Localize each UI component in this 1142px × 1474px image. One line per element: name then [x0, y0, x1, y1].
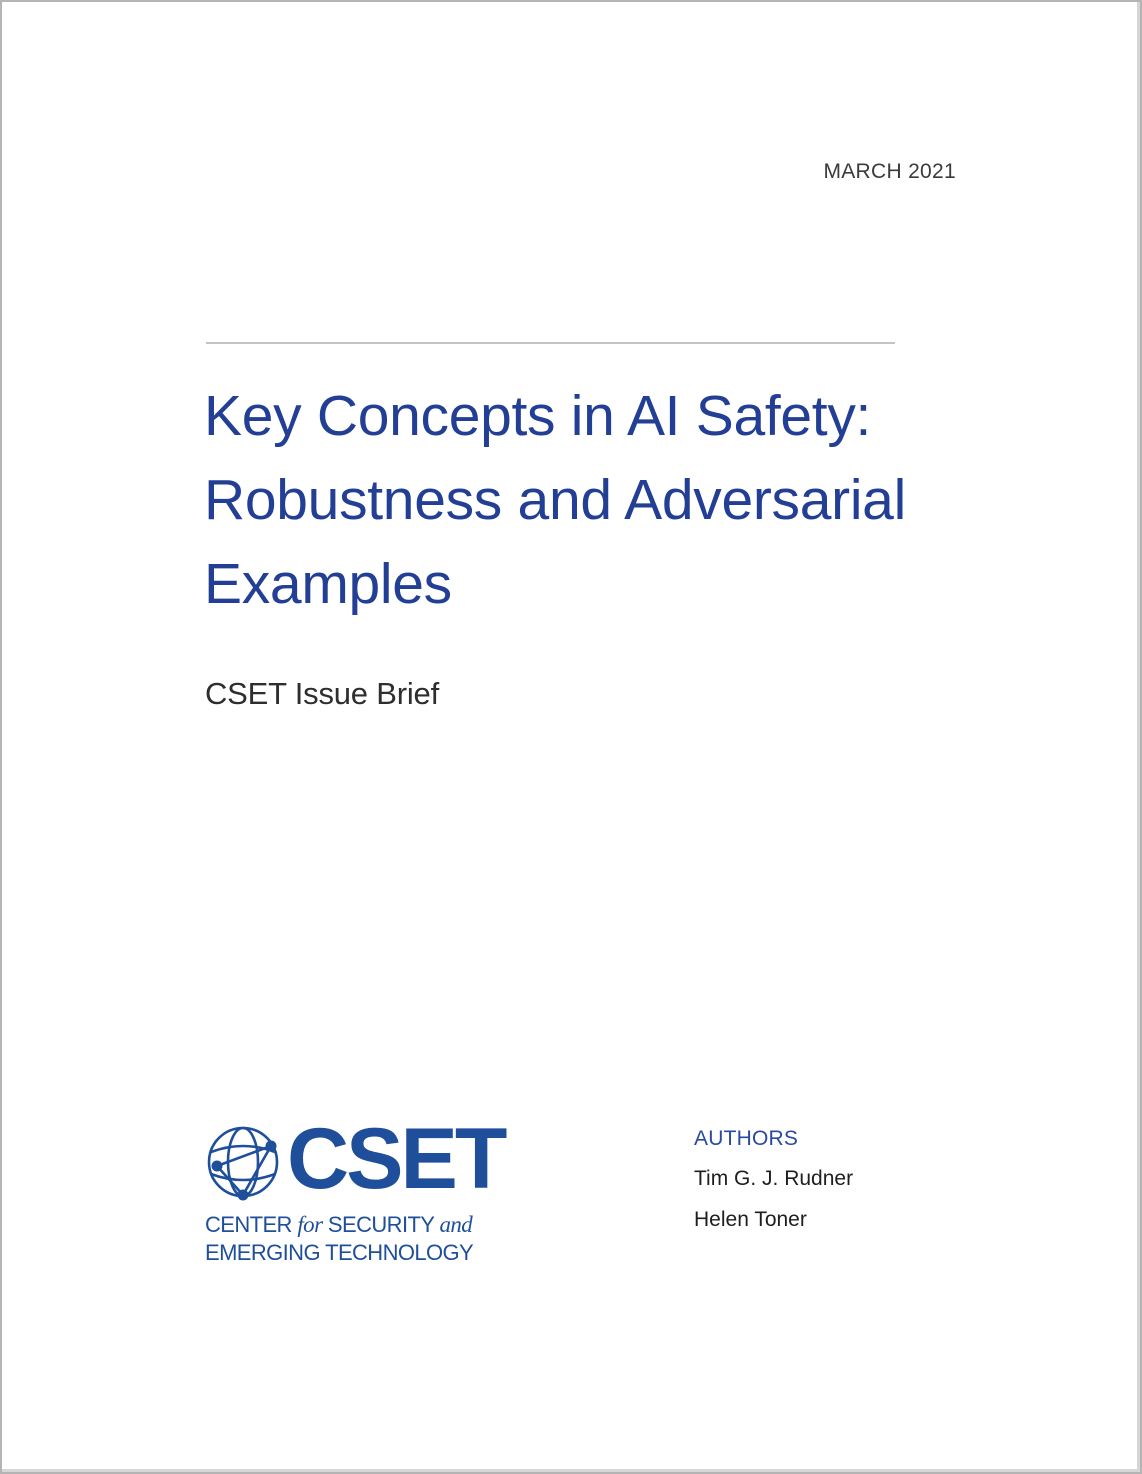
title-line: Examples: [204, 552, 452, 616]
document-subtitle: CSET Issue Brief: [205, 676, 439, 711]
author-name: Tim G. J. Rudner: [694, 1167, 854, 1190]
globe-network-icon: [205, 1122, 283, 1202]
document-title: [204, 374, 1004, 626]
publication-date: MARCH 2021: [823, 160, 956, 183]
logo-tagline-line2: EMERGING TECHNOLOGY: [205, 1240, 474, 1265]
logo-wordmark: CSET: [287, 1111, 505, 1207]
title-line: Key Concepts in AI Safety:: [204, 384, 872, 448]
cset-logo: [205, 1111, 505, 1272]
author-name: Helen Toner: [694, 1208, 807, 1231]
title-divider: [206, 342, 895, 344]
title-line: Robustness and Adversarial: [204, 468, 906, 532]
authors-block: [694, 1127, 853, 1248]
authors-heading: AUTHORS: [694, 1127, 799, 1150]
logo-tagline-line1: CENTER for SECURITY and: [205, 1212, 473, 1237]
